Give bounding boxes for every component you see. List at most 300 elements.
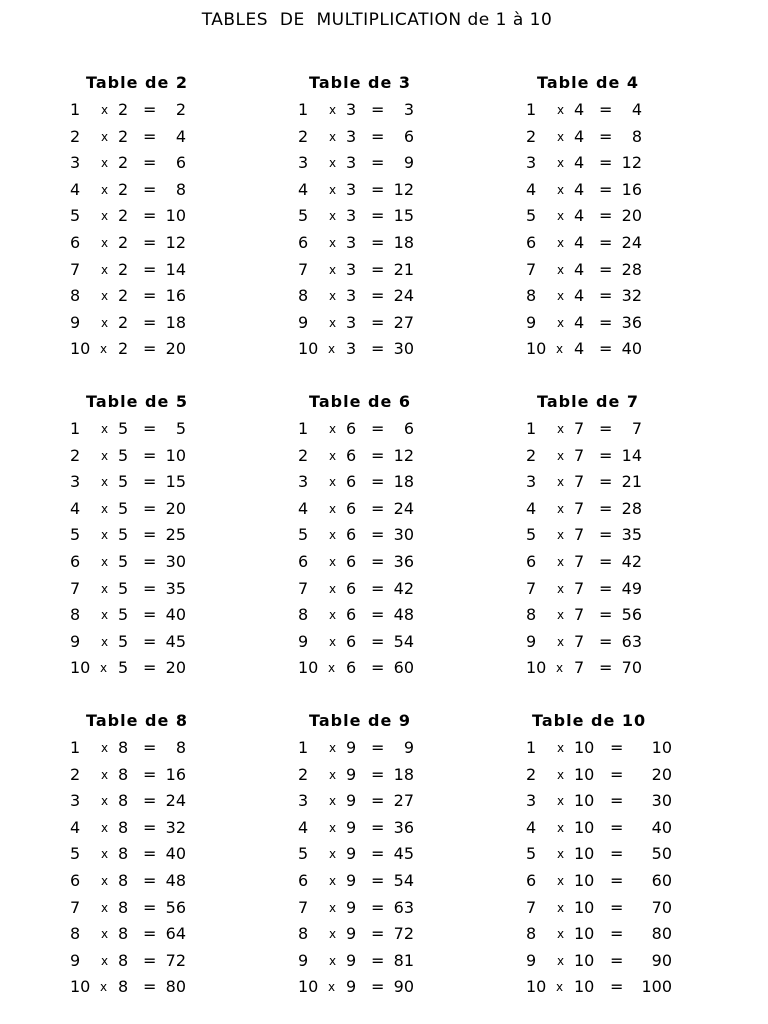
- equals-sign: =: [143, 765, 157, 784]
- multiplicand: 7: [298, 260, 309, 279]
- table-heading: Table de 4: [537, 73, 640, 92]
- table-row: [526, 658, 726, 678]
- times-sign: x: [101, 449, 109, 463]
- multiplier: 8: [118, 844, 129, 863]
- multiplicand: 8: [70, 924, 81, 943]
- table-row: [70, 951, 270, 971]
- table-row: [526, 818, 726, 838]
- table-row: [526, 791, 726, 811]
- times-sign: x: [329, 608, 337, 622]
- multiplier: 3: [346, 313, 357, 332]
- table-row: [526, 525, 726, 545]
- table-row: [526, 153, 726, 173]
- times-sign: x: [101, 555, 109, 569]
- multiplicand: 4: [298, 180, 309, 199]
- table-row: [298, 233, 498, 253]
- product: 48: [393, 605, 414, 624]
- equals-sign: =: [599, 180, 613, 199]
- product: 27: [393, 791, 414, 810]
- equals-sign: =: [371, 286, 385, 305]
- multiplicand: 1: [298, 419, 309, 438]
- times-sign: x: [329, 874, 337, 888]
- equals-sign: =: [610, 871, 624, 890]
- equals-sign: =: [371, 419, 385, 438]
- multiplicand: 9: [298, 632, 309, 651]
- times-sign: x: [329, 422, 337, 436]
- multiplicand: 6: [70, 552, 81, 571]
- multiplicand: 4: [70, 499, 81, 518]
- times-sign: x: [329, 847, 337, 861]
- multiplier: 2: [118, 233, 129, 252]
- table-row: [298, 818, 498, 838]
- equals-sign: =: [371, 765, 385, 784]
- product: 15: [393, 206, 414, 225]
- table-row: [70, 765, 270, 785]
- multiplier: 3: [346, 260, 357, 279]
- multiplicand: 7: [526, 898, 537, 917]
- multiplicand: 6: [298, 871, 309, 890]
- table-row: [298, 951, 498, 971]
- product: 12: [165, 233, 186, 252]
- times-sign: x: [329, 635, 337, 649]
- multiplier: 8: [118, 898, 129, 917]
- product: 10: [165, 206, 186, 225]
- product: 5: [175, 419, 186, 438]
- table-row: [526, 924, 726, 944]
- table-row: [526, 446, 726, 466]
- multiplication-table: [298, 711, 498, 1011]
- multiplicand: 7: [70, 898, 81, 917]
- times-sign: x: [557, 289, 565, 303]
- equals-sign: =: [143, 260, 157, 279]
- product: 28: [621, 260, 642, 279]
- equals-sign: =: [599, 632, 613, 651]
- equals-sign: =: [610, 818, 624, 837]
- multiplicand: 9: [70, 951, 81, 970]
- equals-sign: =: [371, 844, 385, 863]
- multiplicand: 1: [70, 738, 81, 757]
- product: 4: [631, 100, 642, 119]
- equals-sign: =: [371, 579, 385, 598]
- multiplier: 4: [574, 260, 585, 279]
- times-sign: x: [101, 582, 109, 596]
- equals-sign: =: [143, 313, 157, 332]
- multiplicand: 9: [298, 951, 309, 970]
- multiplier: 5: [118, 605, 129, 624]
- multiplicand: 3: [70, 472, 81, 491]
- multiplier: 8: [118, 871, 129, 890]
- product: 24: [621, 233, 642, 252]
- product: 42: [393, 579, 414, 598]
- table-row: [298, 419, 498, 439]
- times-sign: x: [329, 927, 337, 941]
- multiplicand: 8: [298, 605, 309, 624]
- table-row: [70, 286, 270, 306]
- equals-sign: =: [599, 658, 613, 677]
- equals-sign: =: [143, 233, 157, 252]
- equals-sign: =: [143, 977, 157, 996]
- table-row: [70, 658, 270, 678]
- table-row: [298, 898, 498, 918]
- product: 9: [403, 738, 414, 757]
- times-sign: x: [101, 794, 109, 808]
- multiplicand: 9: [298, 313, 309, 332]
- product: 42: [621, 552, 642, 571]
- multiplier: 3: [346, 206, 357, 225]
- equals-sign: =: [143, 153, 157, 172]
- times-sign: x: [101, 528, 109, 542]
- multiplier: 9: [346, 818, 357, 837]
- table-row: [298, 339, 498, 359]
- multiplicand: 1: [70, 419, 81, 438]
- multiplier: 6: [346, 472, 357, 491]
- times-sign: x: [101, 874, 109, 888]
- product: 70: [621, 658, 642, 677]
- product: 8: [631, 127, 642, 146]
- product: 3: [403, 100, 414, 119]
- equals-sign: =: [599, 339, 613, 358]
- table-row: [70, 446, 270, 466]
- table-row: [526, 472, 726, 492]
- multiplicand: 2: [526, 446, 537, 465]
- table-row: [70, 313, 270, 333]
- equals-sign: =: [599, 552, 613, 571]
- table-row: [526, 765, 726, 785]
- multiplier: 5: [118, 632, 129, 651]
- times-sign: x: [557, 821, 565, 835]
- table-row: [298, 844, 498, 864]
- equals-sign: =: [371, 180, 385, 199]
- equals-sign: =: [599, 313, 613, 332]
- multiplier: 7: [574, 579, 585, 598]
- product: 18: [393, 765, 414, 784]
- table-row: [70, 791, 270, 811]
- table-row: [526, 871, 726, 891]
- product: 36: [393, 552, 414, 571]
- times-sign: x: [329, 209, 337, 223]
- multiplier: 8: [118, 951, 129, 970]
- table-heading: Table de 10: [532, 711, 647, 730]
- times-sign: x: [329, 130, 337, 144]
- multiplicand: 10: [298, 977, 319, 996]
- product: 28: [621, 499, 642, 518]
- equals-sign: =: [371, 552, 385, 571]
- multiplicand: 8: [70, 286, 81, 305]
- multiplicand: 5: [526, 525, 537, 544]
- times-sign: x: [329, 502, 337, 516]
- multiplier: 9: [346, 898, 357, 917]
- multiplier: 9: [346, 977, 357, 996]
- multiplier: 7: [574, 552, 585, 571]
- table-row: [526, 233, 726, 253]
- times-sign: x: [329, 156, 337, 170]
- times-sign: x: [101, 289, 109, 303]
- equals-sign: =: [371, 233, 385, 252]
- page-title: TABLES DE MULTIPLICATION de 1 à 10: [201, 10, 553, 30]
- multiplicand: 10: [526, 977, 547, 996]
- equals-sign: =: [143, 446, 157, 465]
- product: 40: [165, 844, 186, 863]
- equals-sign: =: [371, 260, 385, 279]
- times-sign: x: [101, 236, 109, 250]
- product: 64: [165, 924, 186, 943]
- multiplication-table: [70, 392, 270, 692]
- times-sign: x: [101, 901, 109, 915]
- times-sign: x: [329, 449, 337, 463]
- table-row: [526, 951, 726, 971]
- equals-sign: =: [143, 818, 157, 837]
- equals-sign: =: [610, 738, 624, 757]
- product: 12: [393, 446, 414, 465]
- multiplicand: 5: [70, 206, 81, 225]
- product: 24: [393, 499, 414, 518]
- multiplier: 5: [118, 419, 129, 438]
- multiplicand: 3: [70, 791, 81, 810]
- product: 30: [393, 525, 414, 544]
- multiplication-table: [298, 392, 498, 692]
- table-row: [298, 180, 498, 200]
- times-sign: x: [101, 156, 109, 170]
- table-row: [70, 552, 270, 572]
- product: 81: [393, 951, 414, 970]
- multiplier: 7: [574, 525, 585, 544]
- times-sign: x: [329, 528, 337, 542]
- multiplicand: 2: [526, 127, 537, 146]
- equals-sign: =: [371, 658, 385, 677]
- product: 30: [393, 339, 414, 358]
- equals-sign: =: [610, 898, 624, 917]
- multiplier: 2: [118, 206, 129, 225]
- equals-sign: =: [371, 472, 385, 491]
- table-row: [70, 924, 270, 944]
- times-sign: x: [101, 130, 109, 144]
- times-sign: x: [329, 289, 337, 303]
- table-row: [298, 313, 498, 333]
- times-sign: x: [329, 183, 337, 197]
- multiplicand: 3: [298, 472, 309, 491]
- table-row: [298, 632, 498, 652]
- multiplicand: 9: [70, 632, 81, 651]
- table-heading: Table de 6: [309, 392, 412, 411]
- multiplicand: 10: [298, 658, 319, 677]
- times-sign: x: [100, 342, 108, 356]
- times-sign: x: [557, 794, 565, 808]
- multiplier: 6: [346, 579, 357, 598]
- product: 20: [165, 658, 186, 677]
- times-sign: x: [556, 980, 564, 994]
- multiplier: 7: [574, 419, 585, 438]
- multiplier: 7: [574, 658, 585, 677]
- table-row: [298, 579, 498, 599]
- product: 40: [621, 339, 642, 358]
- equals-sign: =: [143, 579, 157, 598]
- times-sign: x: [101, 954, 109, 968]
- multiplier: 7: [574, 446, 585, 465]
- multiplier: 6: [346, 605, 357, 624]
- table-row: [70, 233, 270, 253]
- product: 100: [641, 977, 672, 996]
- table-row: [70, 260, 270, 280]
- table-row: [298, 206, 498, 226]
- multiplier: 9: [346, 844, 357, 863]
- multiplier: 5: [118, 552, 129, 571]
- multiplier: 10: [574, 924, 595, 943]
- table-row: [70, 898, 270, 918]
- multiplier: 8: [118, 738, 129, 757]
- multiplicand: 5: [298, 844, 309, 863]
- table-row: [70, 844, 270, 864]
- multiplicand: 1: [298, 738, 309, 757]
- product: 35: [165, 579, 186, 598]
- times-sign: x: [329, 954, 337, 968]
- times-sign: x: [557, 422, 565, 436]
- product: 30: [651, 791, 672, 810]
- table-row: [298, 499, 498, 519]
- multiplier: 3: [346, 100, 357, 119]
- equals-sign: =: [371, 977, 385, 996]
- table-row: [526, 419, 726, 439]
- times-sign: x: [329, 582, 337, 596]
- multiplicand: 6: [70, 233, 81, 252]
- multiplier: 2: [118, 339, 129, 358]
- multiplier: 6: [346, 446, 357, 465]
- equals-sign: =: [143, 127, 157, 146]
- equals-sign: =: [371, 153, 385, 172]
- equals-sign: =: [143, 605, 157, 624]
- product: 6: [403, 127, 414, 146]
- multiplicand: 3: [526, 472, 537, 491]
- multiplier: 8: [118, 791, 129, 810]
- multiplicand: 4: [526, 818, 537, 837]
- times-sign: x: [101, 263, 109, 277]
- multiplicand: 7: [298, 898, 309, 917]
- equals-sign: =: [599, 260, 613, 279]
- table-row: [298, 100, 498, 120]
- table-row: [526, 127, 726, 147]
- multiplicand: 3: [298, 791, 309, 810]
- equals-sign: =: [143, 499, 157, 518]
- times-sign: x: [557, 768, 565, 782]
- times-sign: x: [101, 209, 109, 223]
- table-row: [298, 286, 498, 306]
- product: 36: [621, 313, 642, 332]
- product: 35: [621, 525, 642, 544]
- multiplier: 10: [574, 898, 595, 917]
- multiplier: 2: [118, 286, 129, 305]
- multiplier: 5: [118, 446, 129, 465]
- product: 63: [621, 632, 642, 651]
- multiplier: 2: [118, 127, 129, 146]
- multiplicand: 8: [526, 605, 537, 624]
- product: 48: [165, 871, 186, 890]
- times-sign: x: [557, 635, 565, 649]
- multiplicand: 8: [526, 286, 537, 305]
- product: 60: [651, 871, 672, 890]
- product: 63: [393, 898, 414, 917]
- multiplier: 9: [346, 951, 357, 970]
- product: 54: [393, 871, 414, 890]
- product: 27: [393, 313, 414, 332]
- table-row: [298, 127, 498, 147]
- multiplier: 9: [346, 924, 357, 943]
- multiplicand: 3: [526, 791, 537, 810]
- equals-sign: =: [599, 579, 613, 598]
- table-row: [70, 100, 270, 120]
- table-row: [526, 605, 726, 625]
- table-row: [526, 339, 726, 359]
- multiplier: 2: [118, 153, 129, 172]
- multiplier: 2: [118, 313, 129, 332]
- product: 80: [651, 924, 672, 943]
- times-sign: x: [101, 475, 109, 489]
- multiplicand: 10: [526, 658, 547, 677]
- multiplier: 2: [118, 180, 129, 199]
- multiplicand: 5: [298, 206, 309, 225]
- multiplier: 6: [346, 632, 357, 651]
- times-sign: x: [557, 209, 565, 223]
- table-row: [70, 738, 270, 758]
- multiplier: 3: [346, 286, 357, 305]
- multiplier: 10: [574, 791, 595, 810]
- times-sign: x: [101, 821, 109, 835]
- equals-sign: =: [371, 339, 385, 358]
- equals-sign: =: [371, 206, 385, 225]
- multiplier: 7: [574, 472, 585, 491]
- equals-sign: =: [610, 791, 624, 810]
- product: 49: [621, 579, 642, 598]
- table-row: [526, 977, 726, 997]
- multiplier: 8: [118, 924, 129, 943]
- equals-sign: =: [371, 951, 385, 970]
- product: 24: [165, 791, 186, 810]
- table-row: [70, 419, 270, 439]
- times-sign: x: [557, 954, 565, 968]
- multiplier: 6: [346, 658, 357, 677]
- multiplicand: 4: [526, 499, 537, 518]
- multiplicand: 6: [526, 871, 537, 890]
- equals-sign: =: [143, 871, 157, 890]
- equals-sign: =: [371, 499, 385, 518]
- multiplier: 10: [574, 765, 595, 784]
- product: 15: [165, 472, 186, 491]
- equals-sign: =: [371, 924, 385, 943]
- product: 25: [165, 525, 186, 544]
- times-sign: x: [100, 661, 108, 675]
- multiplicand: 7: [70, 260, 81, 279]
- multiplicand: 1: [526, 100, 537, 119]
- multiplier: 10: [574, 818, 595, 837]
- multiplier: 4: [574, 233, 585, 252]
- table-row: [70, 339, 270, 359]
- equals-sign: =: [371, 313, 385, 332]
- multiplier: 7: [574, 605, 585, 624]
- table-row: [526, 206, 726, 226]
- product: 12: [621, 153, 642, 172]
- multiplier: 7: [574, 632, 585, 651]
- multiplicand: 5: [70, 525, 81, 544]
- multiplier: 4: [574, 286, 585, 305]
- table-row: [526, 632, 726, 652]
- multiplier: 4: [574, 100, 585, 119]
- multiplication-table: [70, 73, 270, 373]
- multiplicand: 5: [298, 525, 309, 544]
- equals-sign: =: [143, 286, 157, 305]
- product: 40: [165, 605, 186, 624]
- equals-sign: =: [599, 419, 613, 438]
- times-sign: x: [557, 874, 565, 888]
- table-row: [298, 871, 498, 891]
- product: 24: [393, 286, 414, 305]
